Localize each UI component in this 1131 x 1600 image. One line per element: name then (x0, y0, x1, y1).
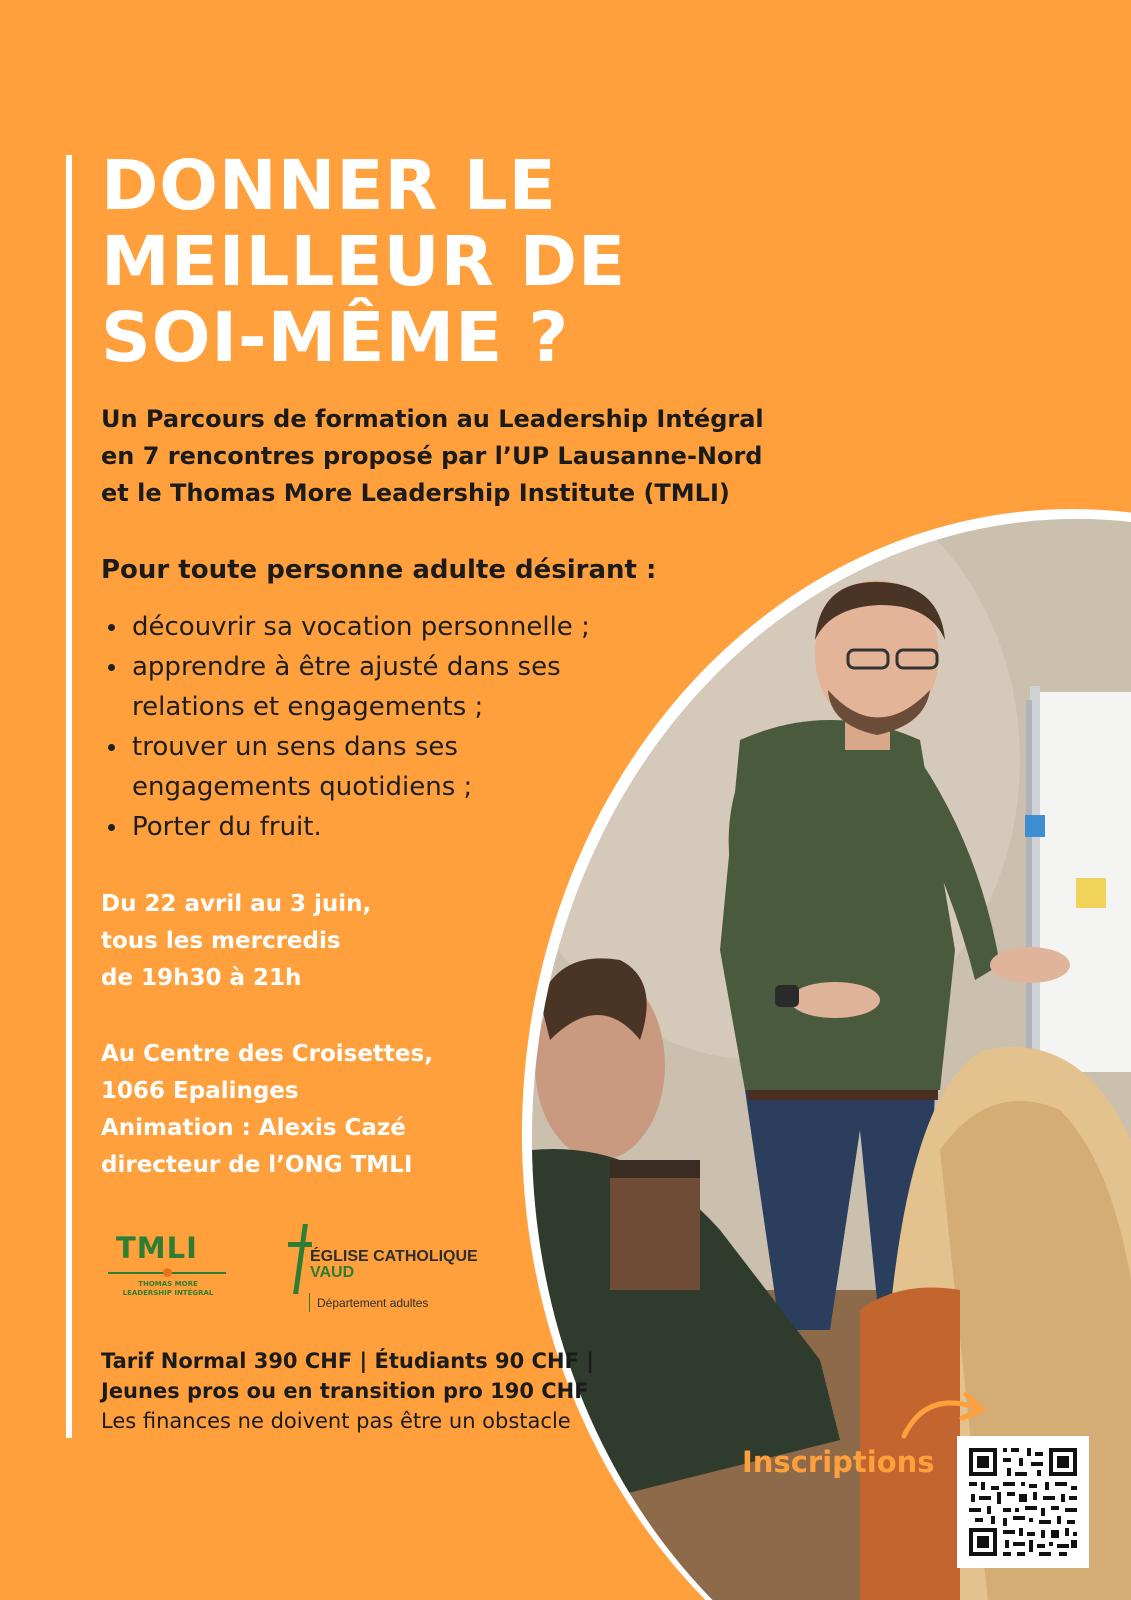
tmli-logo-tagline (108, 1280, 228, 1298)
list-item (104, 607, 664, 647)
tmli-logo (108, 1232, 228, 1304)
schedule-line: Du 22 avril au 3 juin, (101, 891, 372, 917)
list-item-line: apprendre à être ajusté dans ses (132, 652, 561, 682)
list-item (104, 727, 664, 807)
tmli-logo-dot (163, 1268, 172, 1277)
location-line: directeur de l’ONG TMLI (101, 1152, 413, 1178)
location-line: 1066 Epalinges (101, 1078, 299, 1104)
eglise-logo-divider (309, 1293, 310, 1312)
eglise-logo-name (310, 1249, 478, 1281)
qr-code-icon (967, 1446, 1079, 1558)
location-line: Au Centre des Croisettes, (101, 1041, 433, 1067)
list-item-line: relations et engagements ; (132, 692, 484, 722)
curved-arrow-icon (896, 1384, 996, 1444)
headline-line: SOI-MÊME ? (101, 298, 570, 378)
location-info (101, 1036, 521, 1184)
tmli-tagline-line: THOMAS MORE (138, 1280, 198, 1288)
subtitle (101, 401, 781, 512)
registration-qr-code[interactable] (957, 1436, 1089, 1568)
eglise-logo-line: VAUD (310, 1264, 355, 1281)
schedule-line: tous les mercredis (101, 928, 341, 954)
pricing-note: Les finances ne doivent pas être un obstacle (101, 1409, 571, 1433)
list-item-line: Porter du fruit. (132, 812, 322, 842)
headline-line: MEILLEUR DE (101, 222, 627, 302)
headline-line: DONNER LE (101, 146, 557, 226)
tmli-tagline-line: LEADERSHIP INTÉGRAL (122, 1289, 214, 1297)
subtitle-line: en 7 rencontres proposé par l’UP Lausanne-Nord (101, 442, 763, 470)
schedule-info (101, 886, 521, 997)
list-item-line: découvrir sa vocation personnelle ; (132, 612, 590, 642)
eglise-catholique-vaud-logo (286, 1222, 486, 1312)
registration-label: Inscriptions (742, 1445, 935, 1479)
pricing-line: Tarif Normal 390 CHF | Étudiants 90 CHF | (101, 1349, 594, 1373)
audience-heading: Pour toute personne adulte désirant : (101, 555, 657, 585)
pricing-line: Jeunes pros ou en transition pro 190 CHF (101, 1379, 589, 1403)
eglise-logo-line: ÉGLISE CATHOLIQUE (310, 1248, 478, 1265)
audience-list (104, 607, 664, 847)
cross-icon-bar (288, 1242, 312, 1247)
list-item-line: trouver un sens dans ses (132, 732, 458, 762)
headline (101, 148, 821, 376)
list-item (104, 647, 664, 727)
tmli-logo-word: TMLI (116, 1231, 198, 1265)
list-item (104, 807, 664, 847)
pricing-info (101, 1346, 621, 1436)
subtitle-line: Un Parcours de formation au Leadership Intégral (101, 405, 764, 433)
schedule-line: de 19h30 à 21h (101, 965, 302, 991)
subtitle-line: et le Thomas More Leadership Institute (TMLI) (101, 479, 730, 507)
location-line: Animation : Alexis Cazé (101, 1115, 406, 1141)
accent-vertical-bar (66, 155, 72, 1438)
eglise-logo-department: Département adultes (317, 1296, 429, 1310)
list-item-line: engagements quotidiens ; (132, 772, 473, 802)
cross-icon (293, 1224, 308, 1294)
